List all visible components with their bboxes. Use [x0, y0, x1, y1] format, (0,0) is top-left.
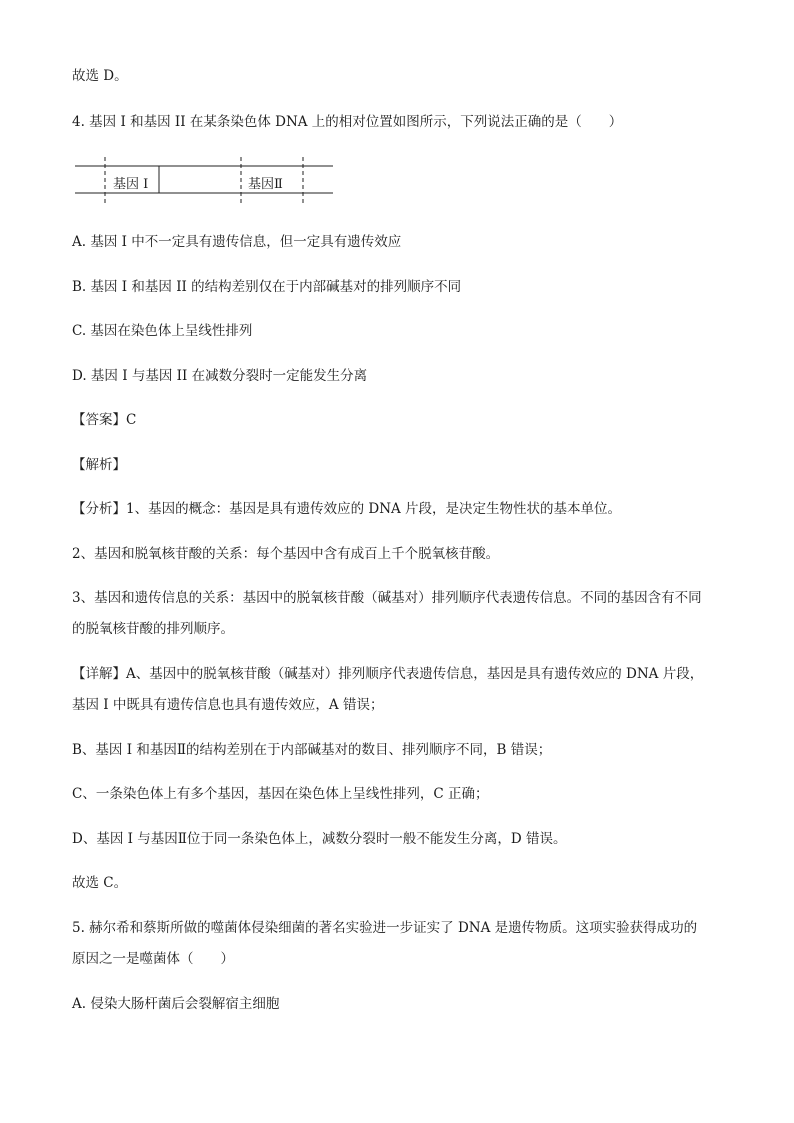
answer-label: 【答案】C	[72, 412, 137, 428]
gene-position-diagram	[75, 157, 335, 207]
question-5-stem-2: 原因之一是噬菌体（ ）	[72, 951, 234, 967]
question-4-stem: 4. 基因 I 和基因 II 在某条染色体 DNA 上的相对位置如图所示，下列说法正确的是（ ）	[72, 114, 623, 130]
option-d: D. 基因 I 与基因 II 在减数分裂时一定能发生分离	[72, 368, 368, 384]
line-conclusion-c: 故选 C。	[72, 875, 128, 891]
detail-d: D、基因 I 与基因Ⅱ位于同一条染色体上，减数分裂时一般不能发生分离，D 错误。	[72, 831, 567, 847]
option-a: A. 基因 I 中不一定具有遗传信息，但一定具有遗传效应	[72, 234, 402, 250]
detail-a-line-2: 基因 I 中既具有遗传信息也具有遗传效应，A 错误；	[72, 697, 384, 713]
line-conclusion-d: 故选 D。	[72, 68, 128, 84]
detail-b: B、基因 I 和基因Ⅱ的结构差别在于内部碱基对的数目、排列顺序不同，B 错误；	[72, 742, 552, 758]
question-5-stem-1: 5. 赫尔希和蔡斯所做的噬菌体侵染细菌的著名实验进一步证实了 DNA 是遗传物质。这项实验获得成功的	[72, 920, 698, 936]
analysis-point-1: 【分析】1、基因的概念：基因是具有遗传效应的 DNA 片段，是决定生物性状的基本单位。	[72, 501, 622, 517]
option-b: B. 基因 I 和基因 II 的结构差别仅在于内部碱基对的排列顺序不同	[72, 279, 462, 295]
detail-a-line-1: 【详解】A、基因中的脱氧核苷酸（碱基对）排列顺序代表遗传信息，基因是具有遗传效应的 DNA 片段，	[72, 666, 704, 682]
gene-1-label: 基因 I	[113, 177, 149, 192]
analysis-point-3b: 的脱氧核苷酸的排列顺序。	[72, 621, 234, 637]
question-5-option-a: A. 侵染大肠杆菌后会裂解宿主细胞	[72, 996, 280, 1012]
gene-2-label: 基因Ⅱ	[248, 177, 283, 192]
analysis-heading: 【解析】	[72, 457, 126, 473]
analysis-point-2: 2、基因和脱氧核苷酸的关系：每个基因中含有成百上千个脱氧核苷酸。	[72, 546, 500, 562]
detail-c: C、一条染色体上有多个基因，基因在染色体上呈线性排列，C 正确；	[72, 786, 489, 802]
option-c: C. 基因在染色体上呈线性排列	[72, 323, 253, 339]
analysis-point-3a: 3、基因和遗传信息的关系：基因中的脱氧核苷酸（碱基对）排列顺序代表遗传信息。不同的基因含有不同	[72, 590, 702, 606]
